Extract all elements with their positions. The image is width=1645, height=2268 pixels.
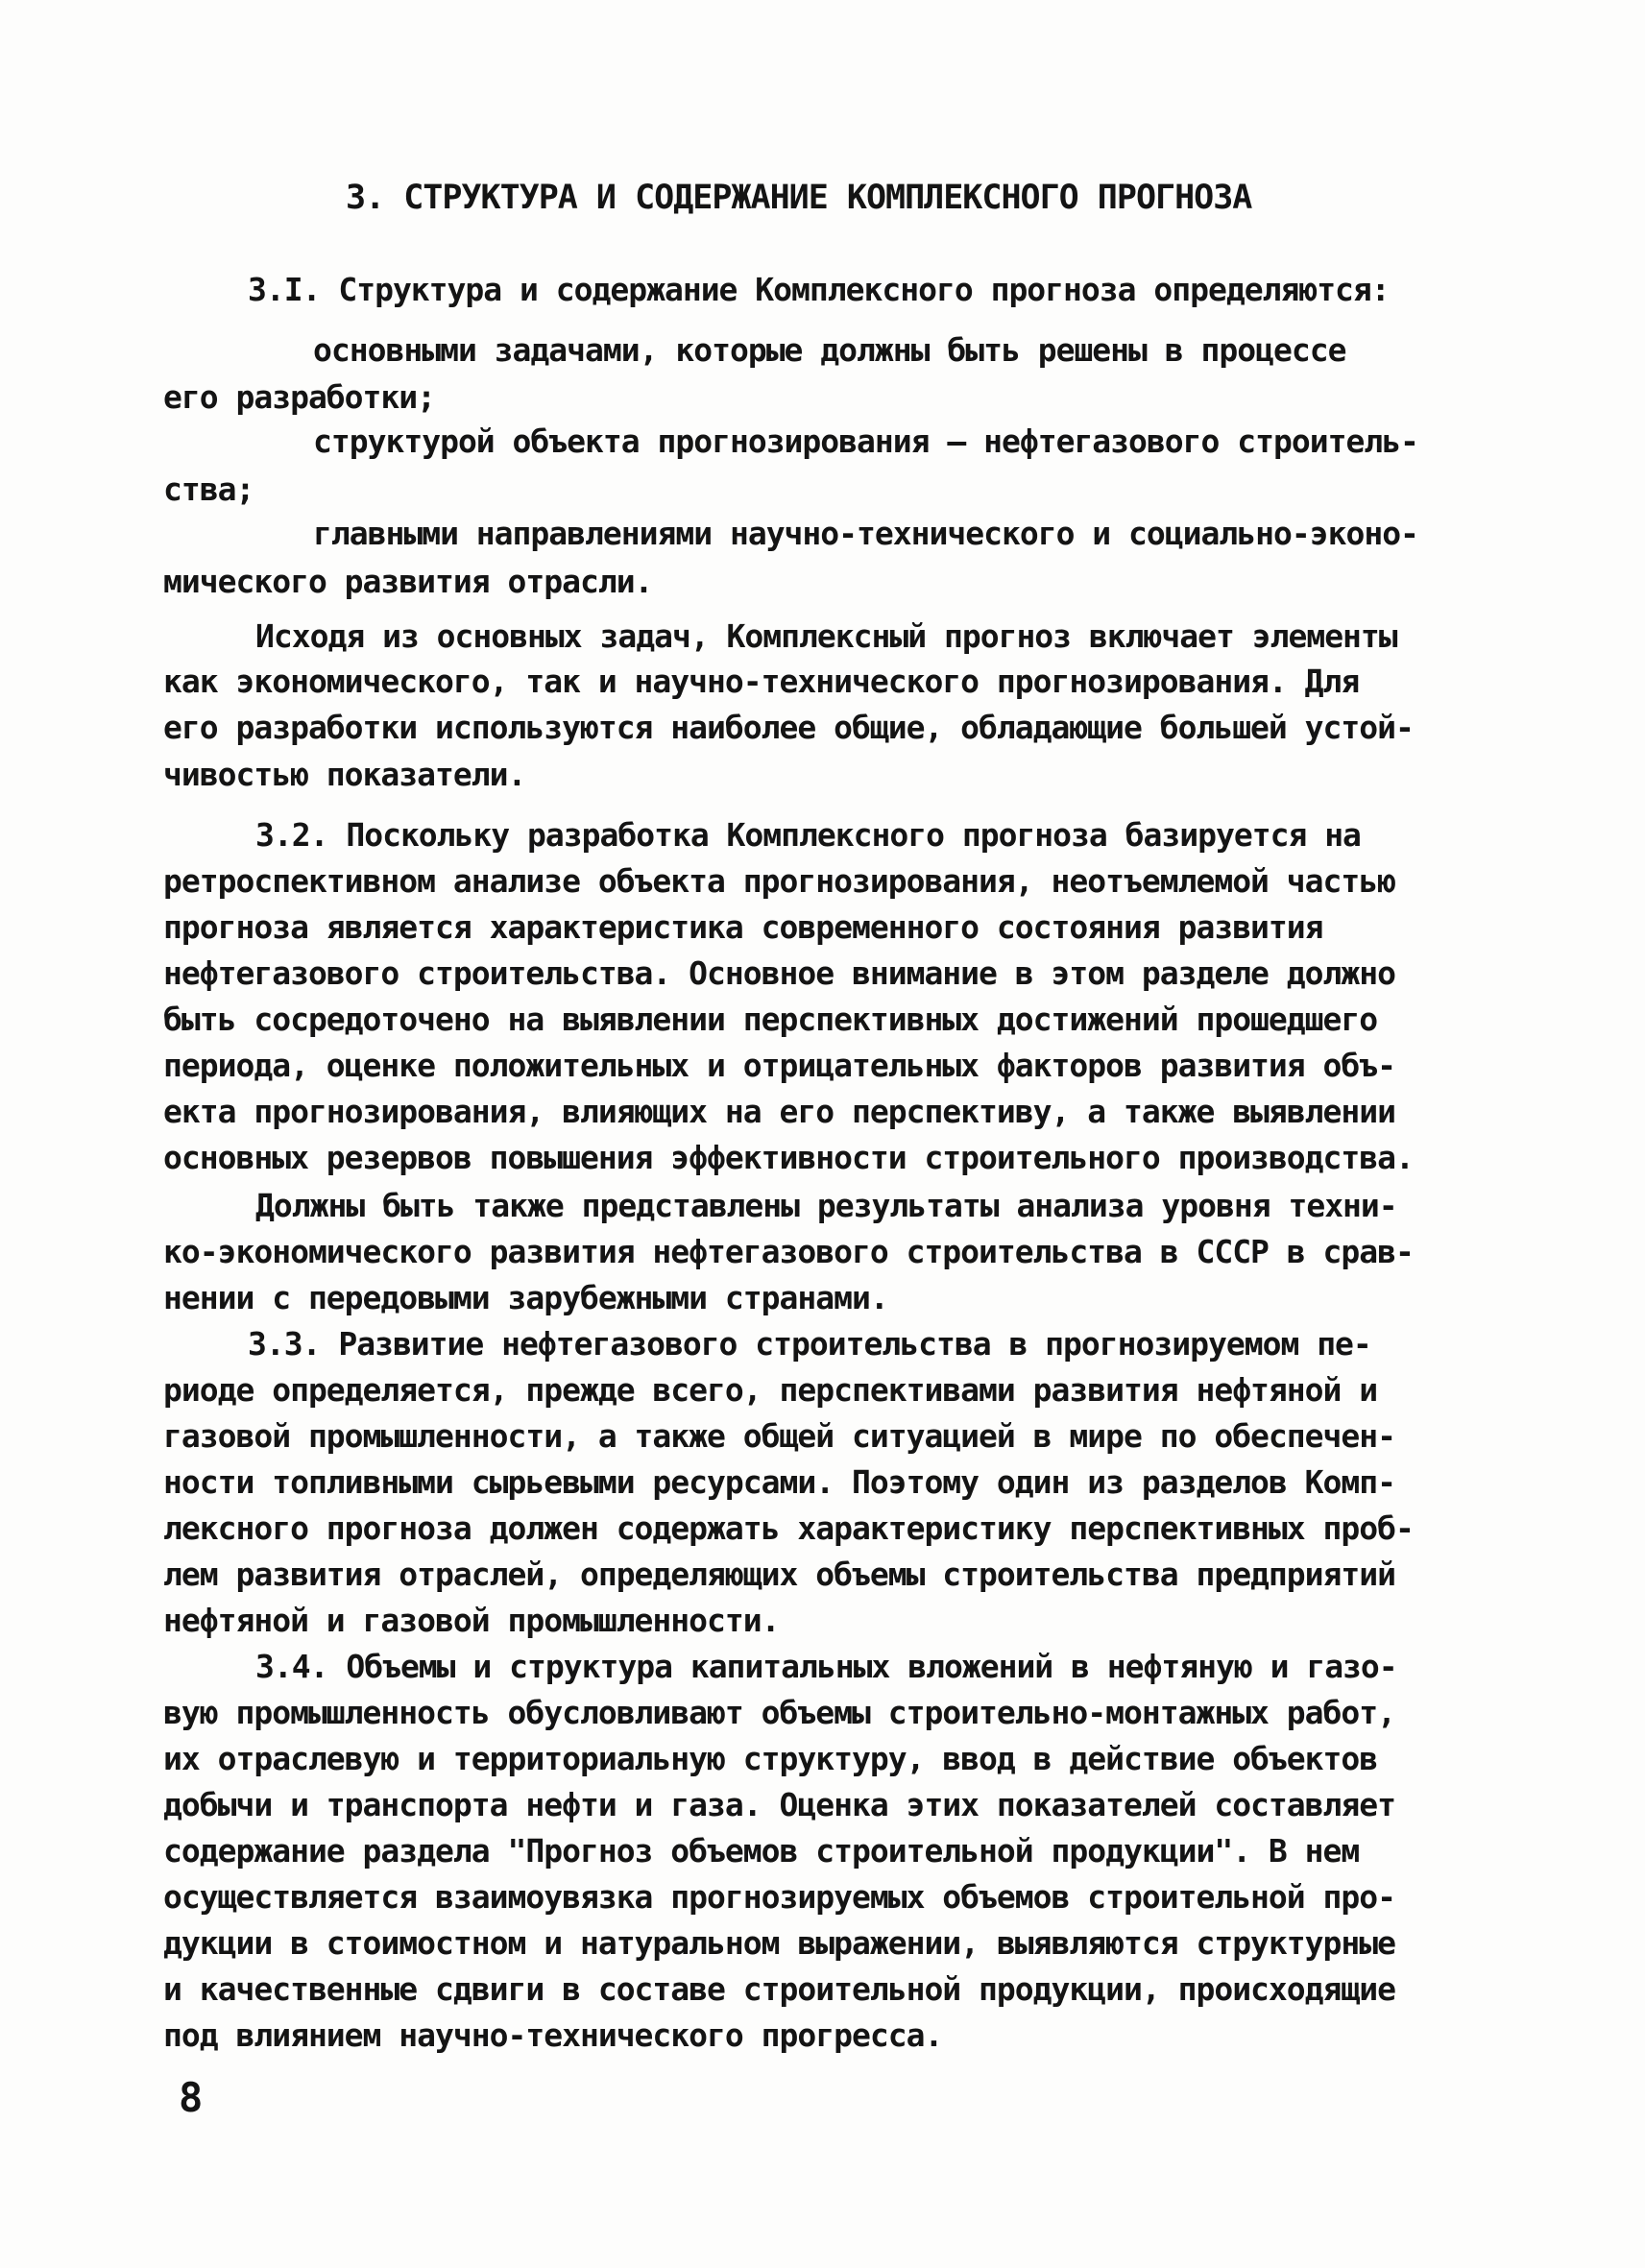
text-line: 3.4. Объемы и структура капитальных вложений в нефтяную и газо- [255,1648,1397,1685]
text-line: его разработки; [163,378,436,416]
text-line: Должны быть также представлены результаты анализа уровня техни- [255,1187,1397,1224]
text-line: риоде определяется, прежде всего, перспективами развития нефтяной и [163,1371,1378,1409]
text-line: осуществляется взаимоувязка прогнозируемых объемов строительной про- [163,1878,1396,1916]
text-line: вую промышленность обусловливают объемы строительно-монтажных работ, [163,1694,1396,1731]
text-line: содержание раздела "Прогноз объемов строительной продукции". В нем [163,1832,1360,1870]
text-line: лем развития отраслей, определяющих объемы строительства предприятий [163,1556,1396,1593]
text-line: прогноза является характеристика современного состояния развития [163,908,1323,946]
text-line: екта прогнозирования, влияющих на его перспективу, а также выявлении [163,1093,1396,1130]
text-line: чивостью показатели. [163,756,526,793]
text-line: лексного прогноза должен содержать характеристику перспективных проб- [163,1509,1414,1547]
text-line: ретроспективном анализе объекта прогнозирования, неотъемлемой частью [163,862,1396,900]
text-line: 3.3. Развитие нефтегазового строительства в прогнозируемом пе- [248,1325,1371,1363]
text-line: дукции в стоимостном и натуральном выражении, выявляются структурные [163,1924,1396,1962]
text-line: Исходя из основных задач, Комплексный прогноз включает элементы [255,617,1397,655]
text-line: газовой промышленности, а также общей ситуацией в мире по обеспечен- [163,1417,1396,1455]
text-line: периода, оценке положительных и отрицательных факторов развития объ- [163,1047,1396,1084]
text-line: основными задачами, которые должны быть решены в процессе [313,331,1346,369]
text-line: как экономического, так и научно-технического прогнозирования. Для [163,663,1360,700]
text-line: нефтяной и газовой промышленности. [163,1602,780,1639]
text-line: 3.I. Структура и содержание Комплексного прогноза определяются: [248,271,1390,308]
text-line: их отраслевую и территориальную структуру, ввод в действие объектов [163,1740,1378,1777]
text-line: добычи и транспорта нефти и газа. Оценка этих показателей составляет [163,1786,1396,1823]
text-line: ности топливными сырьевыми ресурсами. Поэтому один из разделов Комп- [163,1463,1396,1501]
text-line: структурой объекта прогнозирования – нефтегазового строитель- [313,422,1418,460]
text-line: основных резервов повышения эффективности строительного производства. [163,1139,1414,1176]
text-line: быть сосредоточено на выявлении перспективных достижений прошедшего [163,1001,1378,1038]
page-number: 8 [179,2074,203,2121]
section-heading: 3. СТРУКТУРА И СОДЕРЖАНИЕ КОМПЛЕКСНОГО ПРОГНОЗА [346,179,1252,217]
text-line: под влиянием научно-технического прогресса. [163,2016,943,2054]
text-line: его разработки используются наиболее общие, обладающие большей устой- [163,709,1414,746]
text-line: нении с передовыми зарубежными странами. [163,1279,888,1316]
text-line: 3.2. Поскольку разработка Комплексного прогноза базируется на [255,816,1361,854]
text-line: нефтегазового строительства. Основное внимание в этом разделе должно [163,954,1396,992]
text-line: мического развития отрасли. [163,563,653,600]
text-line: главными направлениями научно-технического и социально-эконо- [313,515,1418,552]
text-line: ства; [163,470,254,508]
text-line: ко-экономического развития нефтегазового строительства в СССР в срав- [163,1233,1414,1270]
text-line: и качественные сдвиги в составе строительной продукции, происходящие [163,1970,1396,2008]
